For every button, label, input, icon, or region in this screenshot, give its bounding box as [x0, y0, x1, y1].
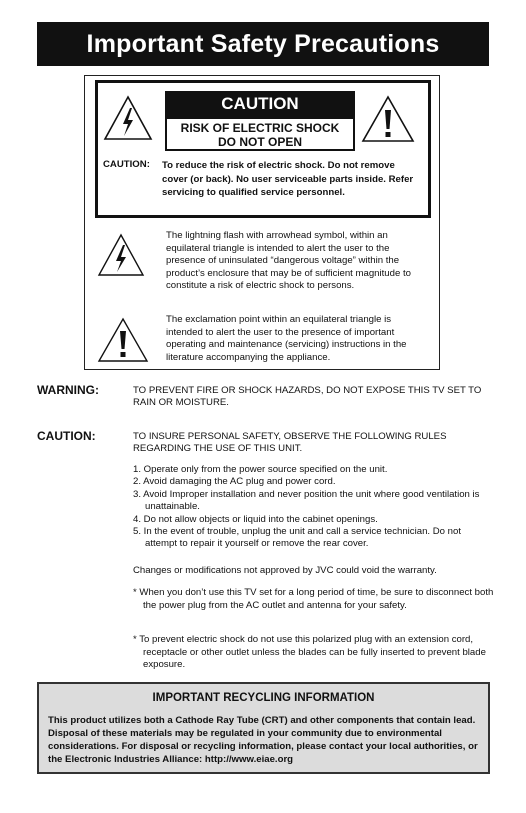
risk-of-shock-label: [165, 117, 355, 151]
lightning-explanation: The lightning flash with arrowhead symbol, within an equilateral triangle is intended to alert the user to the presence of uninsulated “dangerous voltage” within the product’s enclosure that may be of sufficient magnitude to constitute a risk of electric shock to persons.: [166, 230, 411, 292]
lightning-triangle-icon: [96, 232, 146, 278]
list-item: 2. Avoid damaging the AC plug and power cord.: [133, 476, 336, 488]
warning-text: TO PREVENT FIRE OR SHOCK HAZARDS, DO NOT EXPOSE THIS TV SET TO RAIN OR MOISTURE.: [133, 385, 482, 409]
list-item: 1. Operate only from the power source specified on the unit.: [133, 464, 388, 475]
safety-rules-list: [133, 464, 493, 551]
lightning-triangle-icon: [102, 94, 154, 142]
recycling-title: IMPORTANT RECYCLING INFORMATION: [152, 692, 375, 704]
list-item: 3. Avoid Improper installation and never position the unit where good ventilation is unattainable.: [133, 488, 480, 513]
caution-text: TO INSURE PERSONAL SAFETY, OBSERVE THE FOLLOWING RULES REGARDING THE USE OF THIS UNIT.: [133, 431, 447, 455]
list-item: 5. In the event of trouble, unplug the unit and call a service technician. Do not attempt to repair it yourself or remove the rear cover.: [133, 526, 461, 550]
note-polarized-plug: * To prevent electric shock do not use this polarized plug with an extension cord, receptacle or other outlet unless the blades can be fully inserted to prevent blade exposure.: [133, 634, 486, 671]
exclamation-triangle-icon: [96, 316, 150, 364]
caution-header: CAUTION: [165, 91, 355, 117]
recycling-text: This product utilizes both a Cathode Ray Tube (CRT) and other components that contain lead. Disposal of these materials may be regulated in your community due to environmental considerations. For disposal or recycling information, please contact your local authorities, or the Electronic Industries Alliance: http://www.eiae.org: [48, 715, 478, 765]
page-title: Important Safety Precautions: [37, 22, 489, 66]
note-long-period: * When you don’t use this TV set for a long period of time, be sure to disconnect both the power plug from the AC outlet and antenna for your safety.: [133, 587, 494, 611]
exclamation-triangle-icon: [360, 94, 416, 144]
warranty-note: Changes or modifications not approved by JVC could void the warranty.: [133, 565, 437, 576]
risk-line-1: RISK OF ELECTRIC SHOCK: [180, 121, 340, 135]
exclamation-explanation: The exclamation point within an equilateral triangle is intended to alert the user to the presence of important operating and maintenance (servicing) instructions in the literature accompanying the appliance.: [166, 314, 407, 363]
caution-box-label: CAUTION:: [103, 159, 150, 170]
caution-label: CAUTION:: [37, 429, 96, 443]
caution-box-text: To reduce the risk of electric shock. Do not remove cover (or back). No user serviceable parts inside. Refer servicing to qualified service personnel.: [162, 160, 414, 198]
warning-label: WARNING:: [37, 383, 99, 397]
list-item: 4. Do not allow objects or liquid into the cabinet openings.: [133, 513, 378, 525]
risk-line-2: DO NOT OPEN: [217, 135, 302, 149]
